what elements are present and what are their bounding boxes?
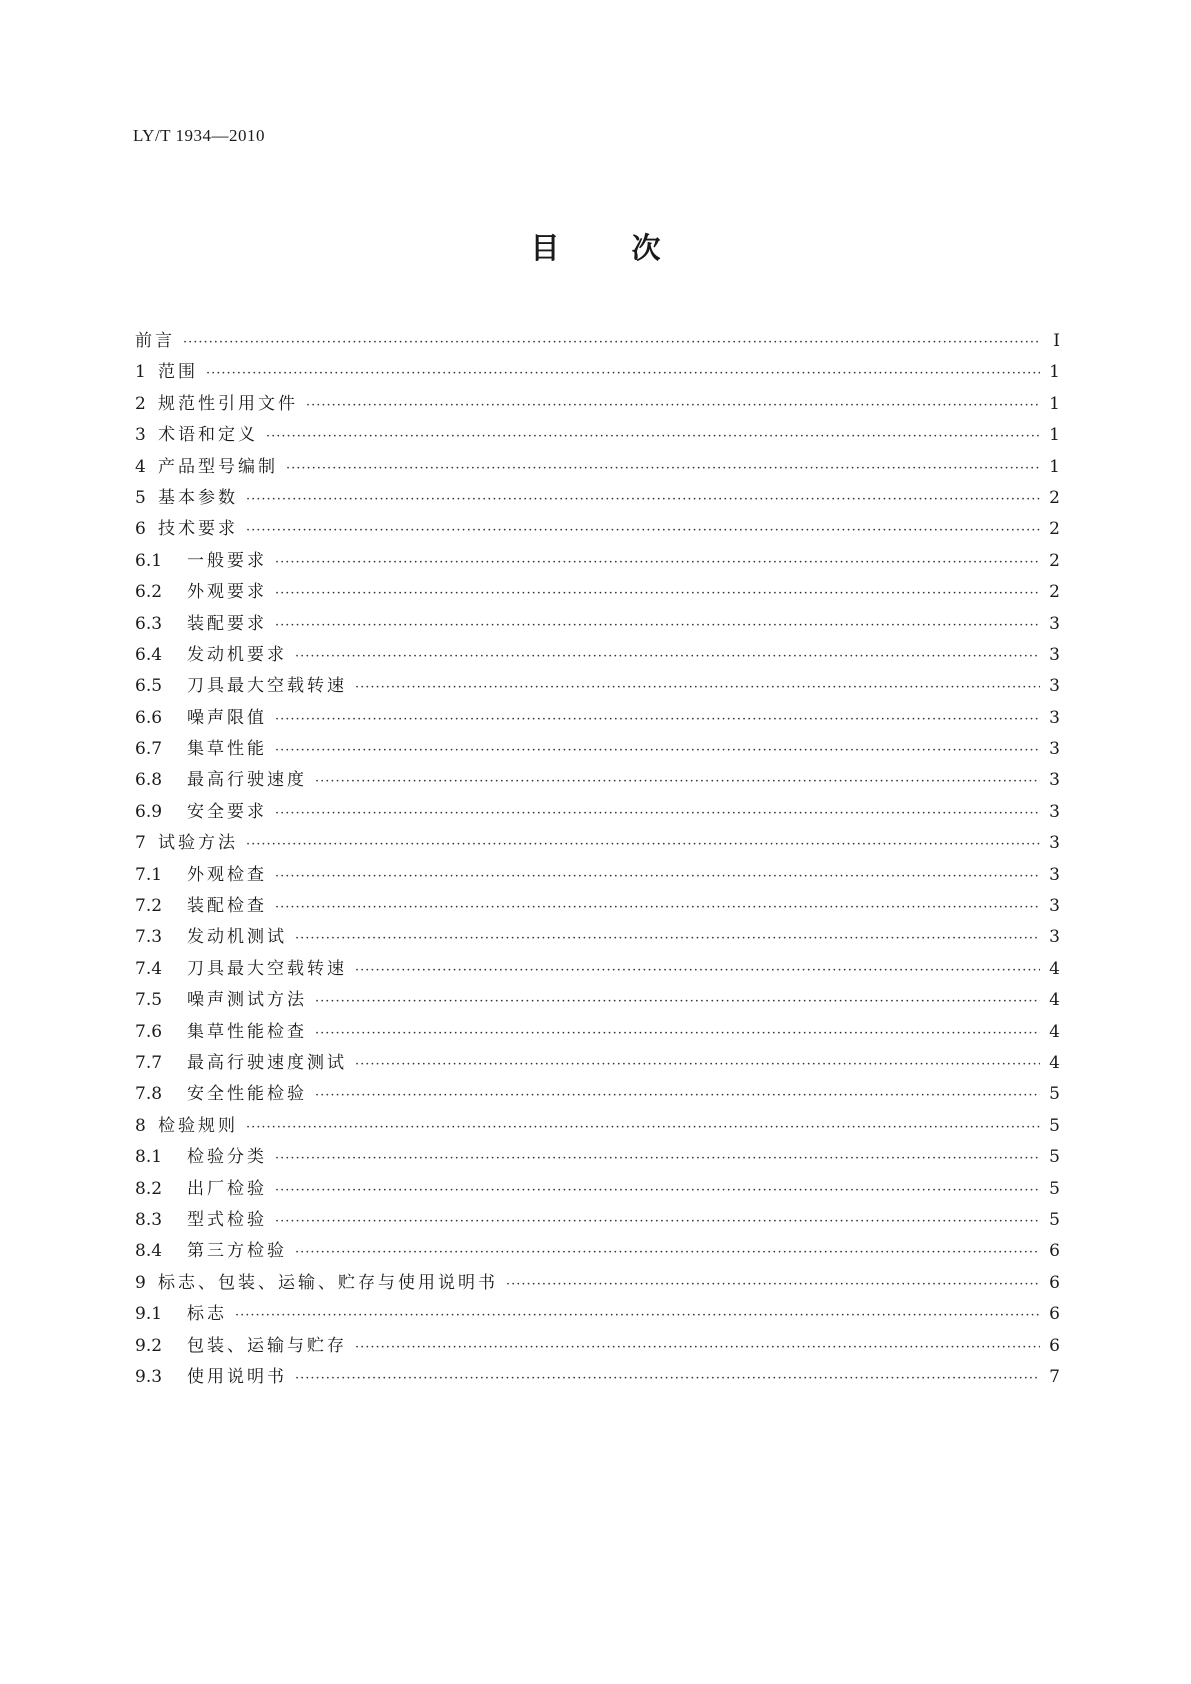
toc-dot-leader: [295, 641, 1040, 672]
toc-entry-title: 产品型号编制: [158, 456, 278, 477]
toc-entry-number: 7.5: [135, 990, 163, 1011]
toc-dot-leader: [315, 1080, 1040, 1111]
toc-entry-number: 8.1: [135, 1147, 163, 1168]
toc-entry[interactable]: [135, 420, 1060, 451]
toc-entry-page: 4: [1049, 1021, 1060, 1042]
toc-dot-leader: [315, 1018, 1040, 1049]
toc-entry-number: 8: [135, 1115, 146, 1136]
page-title: [0, 226, 1191, 267]
toc-entry-number: 6.4: [135, 644, 163, 665]
toc-dot-leader: [246, 1112, 1040, 1143]
toc-entry-page: 3: [1049, 676, 1060, 697]
toc-entry-page: 3: [1049, 801, 1060, 822]
toc-entry-title: 型式检验: [187, 1209, 267, 1230]
toc-dot-leader: [355, 955, 1040, 986]
toc-entry[interactable]: [135, 357, 1060, 388]
toc-entry-title: 包装、运输与贮存: [187, 1335, 347, 1356]
toc-entry-title: 基本参数: [158, 487, 238, 508]
toc-dot-leader: [246, 829, 1040, 860]
toc-dot-leader: [183, 327, 1040, 358]
toc-entry-number: 7.6: [135, 1021, 163, 1042]
toc-entry-title: 技术要求: [158, 519, 238, 540]
toc-entry-title: 安全性能检验: [187, 1084, 307, 1105]
toc-entry-page: 4: [1049, 990, 1060, 1011]
toc-dot-leader: [315, 986, 1040, 1017]
toc-entry-number: 9.1: [135, 1304, 163, 1325]
toc-entry-page: Ⅰ: [1053, 331, 1060, 351]
toc-entry-page: 3: [1049, 864, 1060, 885]
toc-entry-number: 9.2: [135, 1335, 163, 1356]
toc-entry-title: 标志: [187, 1304, 227, 1325]
toc-entry-number: 6: [135, 519, 146, 540]
toc-entry-page: 7: [1049, 1366, 1060, 1387]
toc-entry-number: 9: [135, 1272, 146, 1293]
toc-dot-leader: [306, 390, 1040, 421]
toc-entry-page: 5: [1049, 1209, 1060, 1230]
toc-entry-number: 6.3: [135, 613, 163, 634]
toc-entry-page: 5: [1049, 1147, 1060, 1168]
toc-entry-title: 一般要求: [187, 550, 267, 571]
toc-entry[interactable]: [135, 609, 1060, 640]
toc-entry[interactable]: [135, 1268, 1060, 1299]
toc-entry-page: 6: [1049, 1241, 1060, 1262]
toc-entry-page: 3: [1049, 833, 1060, 854]
page-title-char-2: 次: [631, 231, 661, 265]
toc-entry[interactable]: [135, 797, 1060, 828]
toc-entry-title: 规范性引用文件: [158, 393, 298, 414]
toc-entry-number: 5: [135, 487, 146, 508]
toc-entry-page: 6: [1049, 1272, 1060, 1293]
toc-entry-title: 噪声测试方法: [187, 990, 307, 1011]
toc-dot-leader: [275, 610, 1040, 641]
toc-entry-title: 外观要求: [187, 582, 267, 603]
toc-entry-title: 装配要求: [187, 613, 267, 634]
toc-entry-page: 5: [1049, 1084, 1060, 1105]
toc-entry[interactable]: [135, 1079, 1060, 1110]
toc-entry-page: 3: [1049, 927, 1060, 948]
toc-entry-number: 8.3: [135, 1209, 163, 1230]
toc-entry-number: 2: [135, 393, 146, 414]
toc-entry[interactable]: [135, 954, 1060, 985]
toc-entry-number: 9.3: [135, 1366, 163, 1387]
toc-entry-number: 7: [135, 833, 146, 854]
toc-entry-page: 1: [1049, 393, 1060, 414]
toc-entry-number: 7.8: [135, 1084, 163, 1105]
toc-entry[interactable]: [135, 1111, 1060, 1142]
toc-entry[interactable]: [135, 891, 1060, 922]
toc-dot-leader: [275, 1143, 1040, 1174]
toc-entry[interactable]: [135, 1017, 1060, 1048]
toc-entry-number: 4: [135, 456, 146, 477]
toc-entry-number: 7.2: [135, 896, 163, 917]
toc-entry-page: 1: [1049, 425, 1060, 446]
toc-entry[interactable]: [135, 1174, 1060, 1205]
toc-entry-page: 4: [1049, 958, 1060, 979]
toc-entry-number: 8.2: [135, 1178, 163, 1199]
standard-code: LY/T 1934—2010: [133, 126, 266, 145]
toc-entry-page: 5: [1049, 1115, 1060, 1136]
toc-entry-number: 7.1: [135, 864, 163, 885]
toc-dot-leader: [295, 1237, 1040, 1268]
toc-entry[interactable]: [135, 546, 1060, 577]
toc-entry-page: 3: [1049, 644, 1060, 665]
toc-entry-page: 2: [1049, 519, 1060, 540]
toc-entry[interactable]: [135, 985, 1060, 1016]
toc-entry-title: 最高行驶速度: [187, 770, 307, 791]
toc-entry-number: 7.4: [135, 958, 163, 979]
toc-dot-leader: [275, 861, 1040, 892]
toc-entry-page: 3: [1049, 770, 1060, 791]
toc-entry-number: 1: [135, 362, 146, 383]
toc-entry-page: 2: [1049, 487, 1060, 508]
toc-dot-leader: [275, 735, 1040, 766]
toc-entry[interactable]: [135, 1362, 1060, 1393]
toc-entry-page: 3: [1049, 896, 1060, 917]
toc-entry[interactable]: [135, 765, 1060, 796]
toc-entry-title: 范围: [158, 362, 198, 383]
toc-dot-leader: [315, 766, 1040, 797]
toc-entry-title: 发动机测试: [187, 927, 287, 948]
toc-entry-page: 6: [1049, 1335, 1060, 1356]
toc-entry[interactable]: [135, 514, 1060, 545]
toc-entry-title: 集草性能: [187, 739, 267, 760]
toc-dot-leader: [295, 1363, 1040, 1394]
toc-entry[interactable]: [135, 1236, 1060, 1267]
toc-entry[interactable]: [135, 452, 1060, 483]
table-of-contents: [135, 326, 1060, 1393]
toc-dot-leader: [206, 358, 1040, 389]
toc-entry-page: 2: [1049, 550, 1060, 571]
toc-entry-title: 试验方法: [158, 833, 238, 854]
toc-dot-leader: [275, 578, 1040, 609]
toc-dot-leader: [275, 1175, 1040, 1206]
toc-entry-title: 最高行驶速度测试: [187, 1052, 347, 1073]
toc-dot-leader: [506, 1269, 1040, 1300]
toc-entry-title: 出厂检验: [187, 1178, 267, 1199]
toc-entry-title: 检验分类: [187, 1147, 267, 1168]
toc-entry-title: 前言: [135, 331, 175, 351]
toc-dot-leader: [355, 1049, 1040, 1080]
toc-entry-title: 标志、包装、运输、贮存与使用说明书: [158, 1272, 498, 1293]
toc-entry-title: 发动机要求: [187, 644, 287, 665]
toc-dot-leader: [275, 547, 1040, 578]
toc-entry-number: 7.3: [135, 927, 163, 948]
toc-entry-title: 检验规则: [158, 1115, 238, 1136]
toc-entry-page: 5: [1049, 1178, 1060, 1199]
toc-entry-title: 外观检查: [187, 864, 267, 885]
toc-entry[interactable]: [135, 1142, 1060, 1173]
toc-dot-leader: [295, 923, 1040, 954]
toc-entry-number: 6.2: [135, 582, 163, 603]
toc-entry-number: 7.7: [135, 1052, 163, 1073]
toc-entry-page: 3: [1049, 707, 1060, 728]
toc-entry-title: 使用说明书: [187, 1366, 287, 1387]
toc-entry-page: 1: [1049, 362, 1060, 383]
toc-entry[interactable]: [135, 640, 1060, 671]
toc-entry[interactable]: [135, 828, 1060, 859]
toc-entry-title: 术语和定义: [158, 425, 258, 446]
toc-entry[interactable]: [135, 860, 1060, 891]
toc-dot-leader: [246, 484, 1040, 515]
toc-dot-leader: [266, 421, 1040, 452]
toc-entry-page: 2: [1049, 582, 1060, 603]
toc-entry-title: 安全要求: [187, 801, 267, 822]
toc-entry-number: 6.9: [135, 801, 163, 822]
toc-entry[interactable]: [135, 1048, 1060, 1079]
toc-entry-page: 3: [1049, 739, 1060, 760]
toc-entry[interactable]: [135, 671, 1060, 702]
toc-dot-leader: [275, 892, 1040, 923]
toc-dot-leader: [275, 798, 1040, 829]
toc-entry-title: 噪声限值: [187, 707, 267, 728]
toc-entry-title: 集草性能检查: [187, 1021, 307, 1042]
toc-entry[interactable]: [135, 577, 1060, 608]
toc-entry-number: 8.4: [135, 1241, 163, 1262]
toc-dot-leader: [355, 1332, 1040, 1363]
toc-dot-leader: [286, 453, 1040, 484]
toc-entry-page: 4: [1049, 1052, 1060, 1073]
page-title-char-1: 目: [530, 231, 560, 265]
toc-entry-number: 6.7: [135, 739, 163, 760]
toc-entry-number: 6.5: [135, 676, 163, 697]
toc-entry-title: 刀具最大空载转速: [187, 958, 347, 979]
toc-entry-title: 装配检查: [187, 896, 267, 917]
toc-dot-leader: [275, 1206, 1040, 1237]
toc-entry-number: 6.8: [135, 770, 163, 791]
toc-entry[interactable]: [135, 922, 1060, 953]
toc-entry[interactable]: [135, 1205, 1060, 1236]
toc-entry[interactable]: [135, 1299, 1060, 1330]
toc-entry-title: 刀具最大空载转速: [187, 676, 347, 697]
toc-dot-leader: [246, 515, 1040, 546]
toc-dot-leader: [275, 704, 1040, 735]
toc-entry-number: 3: [135, 425, 146, 446]
toc-dot-leader: [235, 1300, 1040, 1331]
toc-entry[interactable]: [135, 734, 1060, 765]
toc-entry[interactable]: [135, 389, 1060, 420]
toc-entry-number: 6.6: [135, 707, 163, 728]
toc-dot-leader: [355, 672, 1040, 703]
toc-entry[interactable]: [135, 483, 1060, 514]
toc-entry-page: 1: [1049, 456, 1060, 477]
toc-entry[interactable]: [135, 703, 1060, 734]
toc-entry-page: 6: [1049, 1304, 1060, 1325]
toc-entry-page: 3: [1049, 613, 1060, 634]
toc-entry-title: 第三方检验: [187, 1241, 287, 1262]
toc-entry[interactable]: [135, 1331, 1060, 1362]
toc-entry[interactable]: [135, 326, 1060, 357]
toc-entry-number: 6.1: [135, 550, 163, 571]
